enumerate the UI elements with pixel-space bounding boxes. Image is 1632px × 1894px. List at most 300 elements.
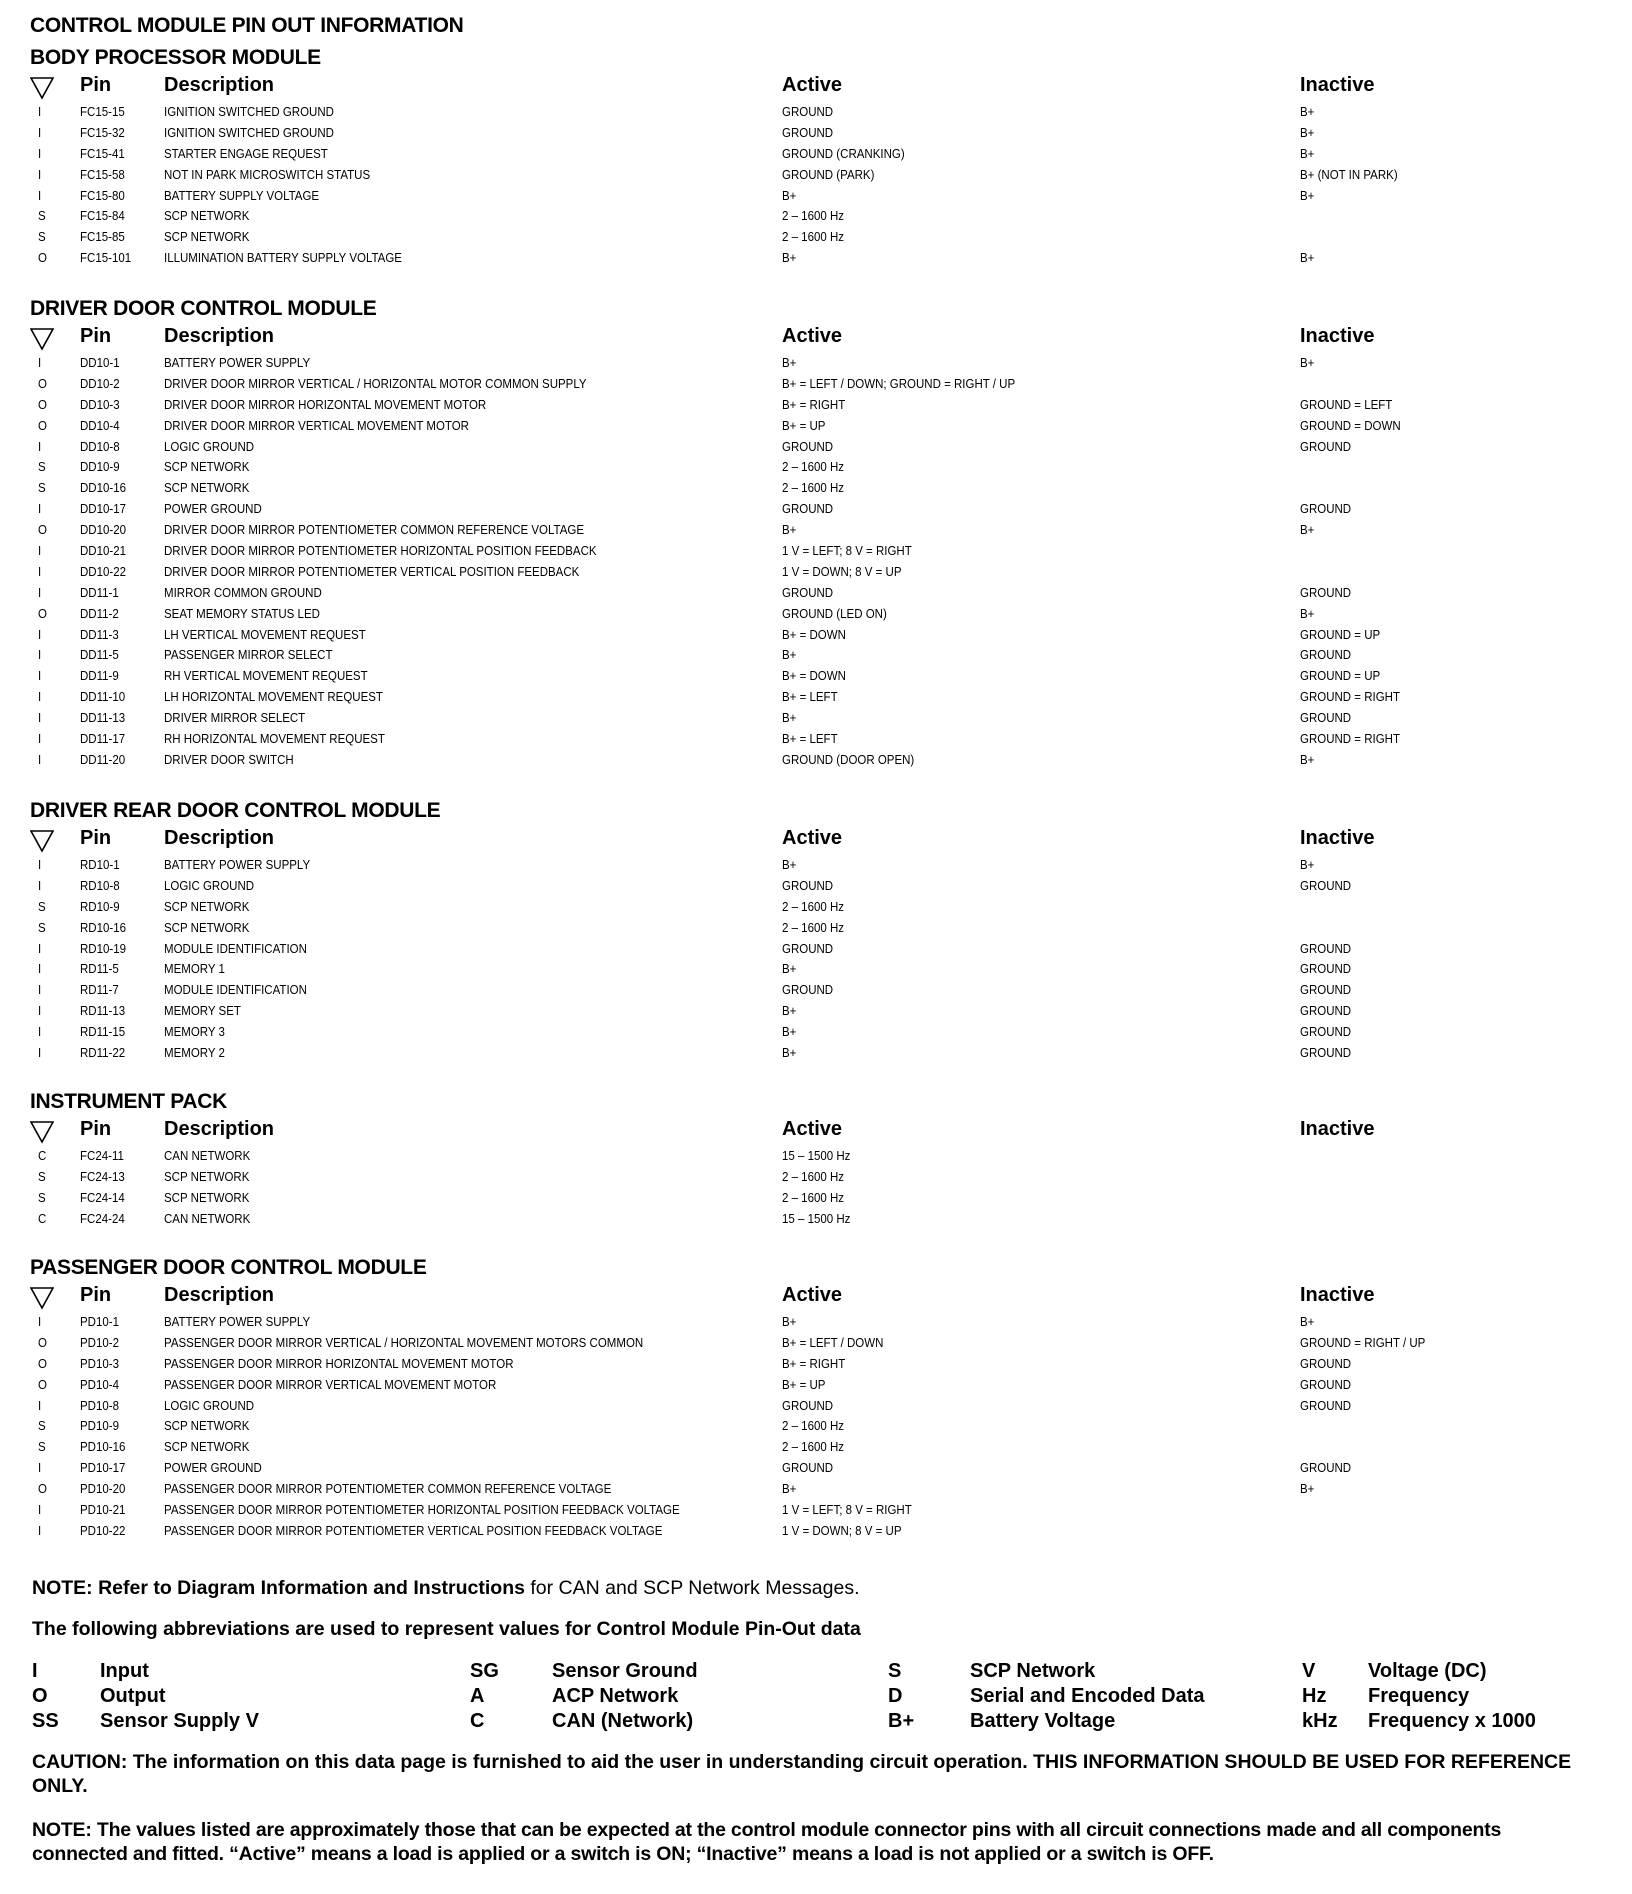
pin-id: DD10-20: [80, 523, 127, 538]
pin-description: SEAT MEMORY STATUS LED: [164, 606, 320, 621]
network-note: [32, 1577, 860, 1600]
pin-id: PD10-1: [80, 1315, 119, 1329]
abbreviation-meaning: Frequency x 1000: [1368, 1710, 1536, 1732]
column-header-row: [0, 74, 1632, 102]
active-value: 2 – 1600 Hz: [782, 1440, 845, 1455]
pin-description: LOGIC GROUND: [164, 1398, 255, 1413]
pin-description: BATTERY POWER SUPPLY: [164, 858, 311, 872]
pin-id: RD11-7: [80, 983, 119, 998]
active-value: GROUND: [782, 105, 834, 119]
io-type: I: [38, 502, 42, 517]
io-type: I: [38, 752, 42, 767]
pin-description: POWER GROUND: [164, 502, 262, 517]
active-value: 2 – 1600 Hz: [782, 1190, 845, 1205]
io-type: O: [38, 397, 47, 412]
pin-description: DRIVER DOOR MIRROR POTENTIOMETER VERTICAL POSITION FEEDBACK: [164, 564, 580, 579]
inactive-value: B+ (NOT IN PARK): [1300, 167, 1398, 182]
pin-id: DD10-17: [80, 502, 127, 517]
io-type: I: [38, 356, 42, 370]
pin-id: DD10-2: [80, 376, 120, 391]
caution-note: CAUTION: The information on this data page is furnished to aid the user in understanding circuit operation. THIS INFORMATION SHOULD BE USED FOR REFERENCE ONLY.: [32, 1751, 1572, 1797]
table-row: [0, 501, 1632, 522]
table-row: [0, 668, 1632, 689]
io-type: I: [38, 105, 42, 119]
inactive-value: B+: [1300, 858, 1315, 872]
active-value: B+: [782, 962, 797, 977]
pin-id: DD11-1: [80, 585, 119, 600]
io-type: I: [38, 1004, 42, 1019]
inactive-value: B+: [1300, 146, 1315, 161]
inactive-value: GROUND: [1300, 439, 1352, 454]
inactive-value: B+: [1300, 188, 1315, 203]
pin-description: SCP NETWORK: [164, 1169, 250, 1184]
pin-description: STARTER ENGAGE REQUEST: [164, 146, 328, 161]
io-type: I: [38, 648, 42, 663]
pin-id: FC15-85: [80, 230, 125, 245]
inactive-value: GROUND = UP: [1300, 669, 1381, 684]
page-title: CONTROL MODULE PIN OUT INFORMATION: [30, 14, 464, 37]
active-value: B+: [782, 1025, 797, 1040]
abbreviation-code: Hz: [1302, 1685, 1327, 1707]
inactive-value: GROUND: [1300, 1461, 1352, 1476]
inactive-value: GROUND: [1300, 1046, 1352, 1061]
column-header-row: [0, 827, 1632, 855]
io-type: S: [38, 460, 46, 475]
inactive-value: B+: [1300, 125, 1315, 140]
io-type: I: [38, 1503, 42, 1518]
active-value: B+: [782, 1315, 797, 1329]
active-value: B+ = RIGHT: [782, 397, 846, 412]
table-row: [0, 439, 1632, 460]
abbreviation-code: D: [888, 1685, 903, 1707]
inactive-value: B+: [1300, 1482, 1315, 1497]
table-row: [0, 585, 1632, 606]
active-value: 2 – 1600 Hz: [782, 920, 845, 935]
abbreviations-legend: [0, 1660, 1632, 1740]
io-type: O: [38, 251, 47, 266]
column-header-inactive: Inactive: [1300, 325, 1375, 347]
pin-description: SCP NETWORK: [164, 460, 250, 475]
pin-description: PASSENGER DOOR MIRROR VERTICAL / HORIZONTAL MOVEMENT MOTORS COMMON: [164, 1335, 644, 1350]
io-type: I: [38, 858, 42, 872]
table-row: [0, 1398, 1632, 1419]
table-row: [0, 250, 1632, 271]
table-row: [0, 857, 1632, 878]
active-value: B+ = DOWN: [782, 627, 846, 642]
pin-description: NOT IN PARK MICROSWITCH STATUS: [164, 167, 371, 182]
column-header-inactive: Inactive: [1300, 827, 1375, 849]
column-header-pin: Pin: [80, 74, 112, 96]
pin-id: DD10-3: [80, 397, 120, 412]
pin-description: BATTERY POWER SUPPLY: [164, 1315, 311, 1329]
inactive-value: GROUND: [1300, 711, 1352, 726]
column-header-active: Active: [782, 1284, 843, 1306]
active-value: B+ = LEFT / DOWN; GROUND = RIGHT / UP: [782, 376, 1016, 391]
io-type: I: [38, 544, 42, 559]
io-type: S: [38, 1190, 46, 1205]
inactive-value: B+: [1300, 523, 1315, 538]
inactive-value: GROUND = LEFT: [1300, 397, 1393, 412]
table-row: [0, 1024, 1632, 1045]
pin-id: DD11-17: [80, 732, 126, 747]
active-value: B+: [782, 1046, 797, 1061]
io-type: S: [38, 1440, 46, 1455]
table-row: [0, 208, 1632, 229]
inactive-value: GROUND: [1300, 585, 1352, 600]
pin-id: FC24-24: [80, 1211, 125, 1226]
section-title: PASSENGER DOOR CONTROL MODULE: [30, 1256, 427, 1279]
pin-description: MEMORY 1: [164, 962, 225, 977]
values-note: NOTE: The values listed are approximately those that can be expected at the control module connector pins with all circuit connections made and all components connected and fitted. “Active” means a load is applied or a switch is ON; “Inactive” means a load is not applied or a switch is OFF.: [32, 1819, 1502, 1865]
table-row: [0, 941, 1632, 962]
table-row: [0, 125, 1632, 146]
table-row: [0, 1523, 1632, 1544]
pin-id: FC15-80: [80, 188, 125, 203]
pin-id: RD11-13: [80, 1004, 126, 1019]
io-type: I: [38, 627, 42, 642]
table-row: [0, 961, 1632, 982]
pin-description: SCP NETWORK: [164, 920, 250, 935]
pin-description: LOGIC GROUND: [164, 878, 255, 893]
pin-id: PD10-8: [80, 1398, 119, 1413]
abbreviations-intro: The following abbreviations are used to represent values for Control Module Pin-Out data: [32, 1618, 861, 1640]
table-row: [0, 376, 1632, 397]
table-row: [0, 899, 1632, 920]
column-header-description: Description: [164, 1118, 275, 1140]
table-row: [0, 229, 1632, 250]
pin-description: PASSENGER DOOR MIRROR POTENTIOMETER VERTICAL POSITION FEEDBACK VOLTAGE: [164, 1523, 663, 1538]
inactive-value: B+: [1300, 606, 1315, 621]
inactive-value: GROUND = RIGHT: [1300, 732, 1400, 747]
pin-id: DD11-20: [80, 752, 126, 767]
table-row: [0, 1481, 1632, 1502]
pin-table: [0, 857, 1632, 1066]
inactive-value: GROUND = UP: [1300, 627, 1381, 642]
pin-id: PD10-16: [80, 1440, 126, 1455]
io-type: O: [38, 606, 47, 621]
active-value: GROUND: [782, 983, 834, 998]
io-type: I: [38, 146, 42, 161]
abbreviation-meaning: Battery Voltage: [970, 1710, 1116, 1732]
pin-id: FC15-58: [80, 167, 125, 182]
section-title: DRIVER REAR DOOR CONTROL MODULE: [30, 799, 441, 822]
active-value: B+ = LEFT: [782, 690, 838, 705]
pin-description: SCP NETWORK: [164, 209, 250, 224]
pin-id: RD10-9: [80, 899, 120, 914]
abbreviation-code: A: [470, 1685, 485, 1707]
io-type: I: [38, 690, 42, 705]
abbreviation-code: B+: [888, 1710, 915, 1732]
abbreviation-code: O: [32, 1685, 48, 1707]
column-header-pin: Pin: [80, 1118, 112, 1140]
table-row: [0, 710, 1632, 731]
active-value: 2 – 1600 Hz: [782, 899, 845, 914]
pin-id: PD10-4: [80, 1377, 119, 1392]
pin-description: IGNITION SWITCHED GROUND: [164, 125, 334, 140]
table-row: [0, 1169, 1632, 1190]
inactive-value: B+: [1300, 1315, 1315, 1329]
io-type: S: [38, 1169, 46, 1184]
pin-id: PD10-21: [80, 1503, 126, 1518]
pin-id: PD10-3: [80, 1356, 119, 1371]
active-value: 2 – 1600 Hz: [782, 481, 845, 496]
io-type: I: [38, 669, 42, 684]
table-row: [0, 459, 1632, 480]
inactive-value: GROUND = RIGHT: [1300, 690, 1400, 705]
inactive-value: GROUND: [1300, 1398, 1352, 1413]
abbreviation-code: kHz: [1302, 1710, 1338, 1732]
pin-description: MEMORY 2: [164, 1046, 225, 1061]
table-row: [0, 878, 1632, 899]
table-row: [0, 627, 1632, 648]
table-row: [0, 731, 1632, 752]
table-row: [0, 647, 1632, 668]
pin-table: [0, 1148, 1632, 1232]
pin-description: SCP NETWORK: [164, 1440, 250, 1455]
column-header-description: Description: [164, 325, 275, 347]
pin-description: MEMORY 3: [164, 1025, 225, 1040]
io-type: I: [38, 732, 42, 747]
pin-description: DRIVER DOOR MIRROR POTENTIOMETER COMMON REFERENCE VOLTAGE: [164, 523, 584, 538]
inactive-value: GROUND: [1300, 941, 1352, 956]
pin-description: MIRROR COMMON GROUND: [164, 585, 322, 600]
pin-id: DD10-4: [80, 418, 120, 433]
pin-table: [0, 104, 1632, 271]
signal-direction-triangle-icon: [30, 327, 54, 351]
active-value: GROUND: [782, 941, 834, 956]
abbreviation-meaning: ACP Network: [552, 1685, 679, 1707]
pin-id: DD10-9: [80, 460, 120, 475]
table-row: [0, 1211, 1632, 1232]
io-type: C: [38, 1211, 47, 1226]
active-value: GROUND: [782, 439, 834, 454]
pin-id: DD11-5: [80, 648, 119, 663]
pin-description: SCP NETWORK: [164, 899, 250, 914]
active-value: 1 V = DOWN; 8 V = UP: [782, 564, 902, 579]
active-value: B+ = UP: [782, 1377, 826, 1392]
pin-description: RH HORIZONTAL MOVEMENT REQUEST: [164, 732, 385, 747]
pin-id: DD10-16: [80, 481, 127, 496]
pin-description: PASSENGER DOOR MIRROR POTENTIOMETER COMMON REFERENCE VOLTAGE: [164, 1482, 612, 1497]
io-type: I: [38, 1025, 42, 1040]
pin-table: [0, 1314, 1632, 1544]
pin-description: SCP NETWORK: [164, 481, 250, 496]
section-title: DRIVER DOOR CONTROL MODULE: [30, 297, 377, 320]
pin-description: DRIVER DOOR SWITCH: [164, 752, 294, 767]
pin-description: DRIVER MIRROR SELECT: [164, 711, 306, 726]
inactive-value: B+: [1300, 356, 1315, 370]
pin-description: DRIVER DOOR MIRROR VERTICAL MOVEMENT MOTOR: [164, 418, 469, 433]
inactive-value: GROUND: [1300, 983, 1352, 998]
active-value: B+ = LEFT: [782, 732, 838, 747]
section-title: INSTRUMENT PACK: [30, 1090, 227, 1113]
pin-id: FC24-14: [80, 1190, 125, 1205]
io-type: I: [38, 439, 42, 454]
pin-table: [0, 355, 1632, 773]
pin-id: RD11-5: [80, 962, 119, 977]
active-value: 15 – 1500 Hz: [782, 1149, 851, 1163]
table-row: [0, 1190, 1632, 1211]
pin-description: PASSENGER DOOR MIRROR POTENTIOMETER HORIZONTAL POSITION FEEDBACK VOLTAGE: [164, 1503, 680, 1518]
pin-id: DD10-21: [80, 544, 127, 559]
pin-id: DD10-8: [80, 439, 120, 454]
active-value: B+ = UP: [782, 418, 826, 433]
pin-id: PD10-22: [80, 1523, 126, 1538]
column-header-active: Active: [782, 1118, 843, 1140]
inactive-value: B+: [1300, 752, 1315, 767]
inactive-value: GROUND: [1300, 648, 1352, 663]
io-type: I: [38, 1315, 42, 1329]
inactive-value: GROUND: [1300, 1377, 1352, 1392]
table-row: [0, 689, 1632, 710]
table-row: [0, 982, 1632, 1003]
active-value: B+: [782, 711, 797, 726]
active-value: GROUND: [782, 125, 834, 140]
io-type: I: [38, 167, 42, 182]
active-value: B+: [782, 858, 797, 872]
table-row: [0, 1356, 1632, 1377]
io-type: O: [38, 376, 47, 391]
table-row: [0, 752, 1632, 773]
active-value: 2 – 1600 Hz: [782, 1419, 845, 1434]
io-type: I: [38, 125, 42, 140]
active-value: 2 – 1600 Hz: [782, 1169, 845, 1184]
pin-description: POWER GROUND: [164, 1461, 262, 1476]
pin-description: BATTERY SUPPLY VOLTAGE: [164, 188, 320, 203]
inactive-value: GROUND: [1300, 962, 1352, 977]
io-type: O: [38, 1356, 47, 1371]
active-value: B+: [782, 1004, 797, 1019]
active-value: GROUND (LED ON): [782, 606, 887, 621]
table-row: [0, 480, 1632, 501]
column-header-inactive: Inactive: [1300, 1118, 1375, 1140]
pin-id: DD10-22: [80, 564, 127, 579]
io-type: I: [38, 564, 42, 579]
active-value: GROUND: [782, 502, 834, 517]
pin-id: FC15-32: [80, 125, 125, 140]
io-type: I: [38, 1523, 42, 1538]
abbreviation-meaning: Serial and Encoded Data: [970, 1685, 1205, 1707]
table-row: [0, 1314, 1632, 1335]
column-header-pin: Pin: [80, 325, 112, 347]
table-row: [0, 522, 1632, 543]
pin-description: CAN NETWORK: [164, 1211, 251, 1226]
table-row: [0, 1418, 1632, 1439]
abbreviation-code: I: [32, 1660, 38, 1682]
abbreviation-meaning: CAN (Network): [552, 1710, 694, 1732]
pin-id: PD10-17: [80, 1461, 126, 1476]
pin-description: SCP NETWORK: [164, 230, 250, 245]
io-type: I: [38, 1398, 42, 1413]
io-type: S: [38, 230, 46, 245]
active-value: 2 – 1600 Hz: [782, 460, 845, 475]
column-header-description: Description: [164, 1284, 275, 1306]
abbreviation-code: SG: [470, 1660, 499, 1682]
pin-id: PD10-20: [80, 1482, 126, 1497]
table-row: [0, 564, 1632, 585]
abbreviation-meaning: Sensor Supply V: [100, 1710, 259, 1732]
table-row: [0, 188, 1632, 209]
pin-id: PD10-2: [80, 1335, 119, 1350]
pin-id: DD11-3: [80, 627, 119, 642]
active-value: B+: [782, 1482, 797, 1497]
table-row: [0, 543, 1632, 564]
table-row: [0, 1003, 1632, 1024]
pin-id: DD11-10: [80, 690, 126, 705]
column-header-row: [0, 1118, 1632, 1146]
active-value: 1 V = DOWN; 8 V = UP: [782, 1523, 902, 1538]
column-header-inactive: Inactive: [1300, 1284, 1375, 1306]
column-header-active: Active: [782, 74, 843, 96]
table-row: [0, 397, 1632, 418]
table-row: [0, 1460, 1632, 1481]
io-type: I: [38, 962, 42, 977]
abbreviation-meaning: Output: [100, 1685, 166, 1707]
column-header-pin: Pin: [80, 827, 112, 849]
pin-id: FC15-15: [80, 105, 125, 119]
io-type: C: [38, 1149, 47, 1163]
table-row: [0, 1502, 1632, 1523]
pin-id: DD11-9: [80, 669, 119, 684]
pin-description: BATTERY POWER SUPPLY: [164, 356, 311, 370]
network-note-suffix: for CAN and SCP Network Messages.: [524, 1577, 860, 1599]
signal-direction-triangle-icon: [30, 76, 54, 100]
pin-description: PASSENGER DOOR MIRROR HORIZONTAL MOVEMENT MOTOR: [164, 1356, 514, 1371]
active-value: B+ = LEFT / DOWN: [782, 1335, 884, 1350]
abbreviation-meaning: SCP Network: [970, 1660, 1096, 1682]
active-value: B+: [782, 188, 797, 203]
abbreviation-meaning: Frequency: [1368, 1685, 1470, 1707]
io-type: I: [38, 941, 42, 956]
inactive-value: GROUND: [1300, 1356, 1352, 1371]
active-value: GROUND: [782, 1461, 834, 1476]
inactive-value: GROUND = RIGHT / UP: [1300, 1335, 1426, 1350]
pin-description: MODULE IDENTIFICATION: [164, 983, 307, 998]
inactive-value: B+: [1300, 105, 1315, 119]
active-value: B+ = RIGHT: [782, 1356, 846, 1371]
io-type: S: [38, 209, 46, 224]
active-value: GROUND: [782, 878, 834, 893]
section-title: BODY PROCESSOR MODULE: [30, 46, 321, 69]
abbreviation-meaning: Input: [100, 1660, 149, 1682]
active-value: 1 V = LEFT; 8 V = RIGHT: [782, 1503, 912, 1518]
table-row: [0, 920, 1632, 941]
inactive-value: B+: [1300, 251, 1315, 266]
pin-description: MEMORY SET: [164, 1004, 241, 1019]
pin-description: DRIVER DOOR MIRROR HORIZONTAL MOVEMENT MOTOR: [164, 397, 487, 412]
column-header-row: [0, 325, 1632, 353]
io-type: S: [38, 481, 46, 496]
io-type: O: [38, 418, 47, 433]
pin-id: DD10-1: [80, 356, 120, 370]
signal-direction-triangle-icon: [30, 829, 54, 853]
table-row: [0, 1045, 1632, 1066]
pin-description: LH HORIZONTAL MOVEMENT REQUEST: [164, 690, 383, 705]
table-row: [0, 167, 1632, 188]
io-type: S: [38, 899, 46, 914]
active-value: 2 – 1600 Hz: [782, 209, 845, 224]
active-value: B+: [782, 251, 797, 266]
pin-description: LOGIC GROUND: [164, 439, 255, 454]
pin-id: RD10-19: [80, 941, 127, 956]
pin-description: SCP NETWORK: [164, 1419, 250, 1434]
column-header-description: Description: [164, 74, 275, 96]
pin-id: RD11-15: [80, 1025, 126, 1040]
column-header-row: [0, 1284, 1632, 1312]
active-value: B+: [782, 523, 797, 538]
io-type: I: [38, 585, 42, 600]
network-note-prefix: NOTE: Refer to Diagram Information and Instructions: [32, 1577, 525, 1599]
